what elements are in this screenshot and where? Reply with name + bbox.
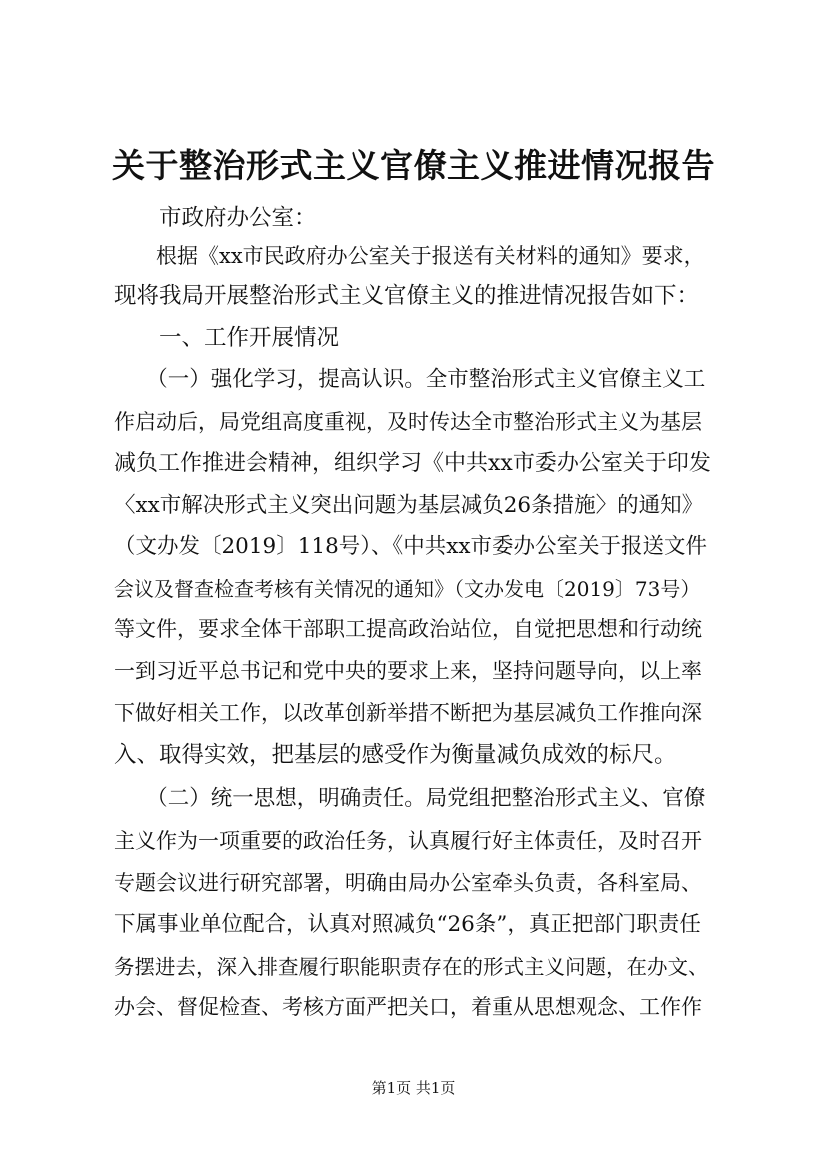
body-line: 〈xx市解决形式主义突出问题为基层减负26条措施〉的通知》 — [114, 493, 704, 518]
body-line: 入、取得实效，把基层的感受作为衡量减负成效的标尺。 — [114, 742, 677, 768]
body-line: 主义作为一项重要的政治任务，认真履行好主体责任，及时召开 — [114, 829, 702, 853]
document-title: 关于整治形式主义官僚主义推进情况报告 — [112, 146, 715, 185]
body-line: 等文件，要求全体干部职工提高政治站位，自觉把思想和行动统 — [114, 617, 702, 641]
body-line: 专题会议进行研究部署，明确由局办公室牵头负责，各科室局、 — [114, 871, 702, 895]
body-line: 作启动后，局党组高度重视，及时传达全市整治形式主义为基层 — [114, 410, 702, 434]
body-line: 减负工作推进会精神，组织学习《中共xx市委办公室关于印发 — [114, 451, 711, 476]
body-line: 现将我局开展整治形式主义官僚主义的推进情况报告如下： — [114, 283, 700, 309]
body-line: 会议及督查检查考核有关情况的通知》（文办发电〔2019〕73号） — [114, 577, 701, 601]
page-number: 第1页 共1页 — [371, 1079, 456, 1097]
body-line: （文办发〔2019〕118号）、《中共xx市委办公室关于报送文件 — [114, 534, 708, 559]
body-line: 办会、督促检查、考核方面严把关口，着重从思想观念、工作作 — [114, 995, 702, 1019]
body-line: 一到习近平总书记和党中央的要求上来，坚持问题导向，以上率 — [114, 659, 702, 683]
body-line: 市政府办公室： — [114, 205, 317, 231]
body-line: （一）强化学习，提高认识。全市整治形式主义官僚主义工 — [114, 367, 706, 392]
body-line: 根据《xx市民政府办公室关于报送有关材料的通知》要求， — [114, 244, 705, 268]
section-heading: 一、工作开展情况 — [114, 325, 340, 351]
body-line: （二）统一思想，明确责任。局党组把整治形式主义、官僚 — [114, 786, 706, 811]
body-line: 下属事业单位配合，认真对照减负“26条”，真正把部门职责任 — [114, 912, 701, 937]
body-line: 下做好相关工作，以改革创新举措不断把为基层减负工作推向深 — [114, 701, 702, 725]
body-line: 务摆进去，深入排查履行职能职责存在的形式主义问题，在办文、 — [114, 955, 709, 979]
